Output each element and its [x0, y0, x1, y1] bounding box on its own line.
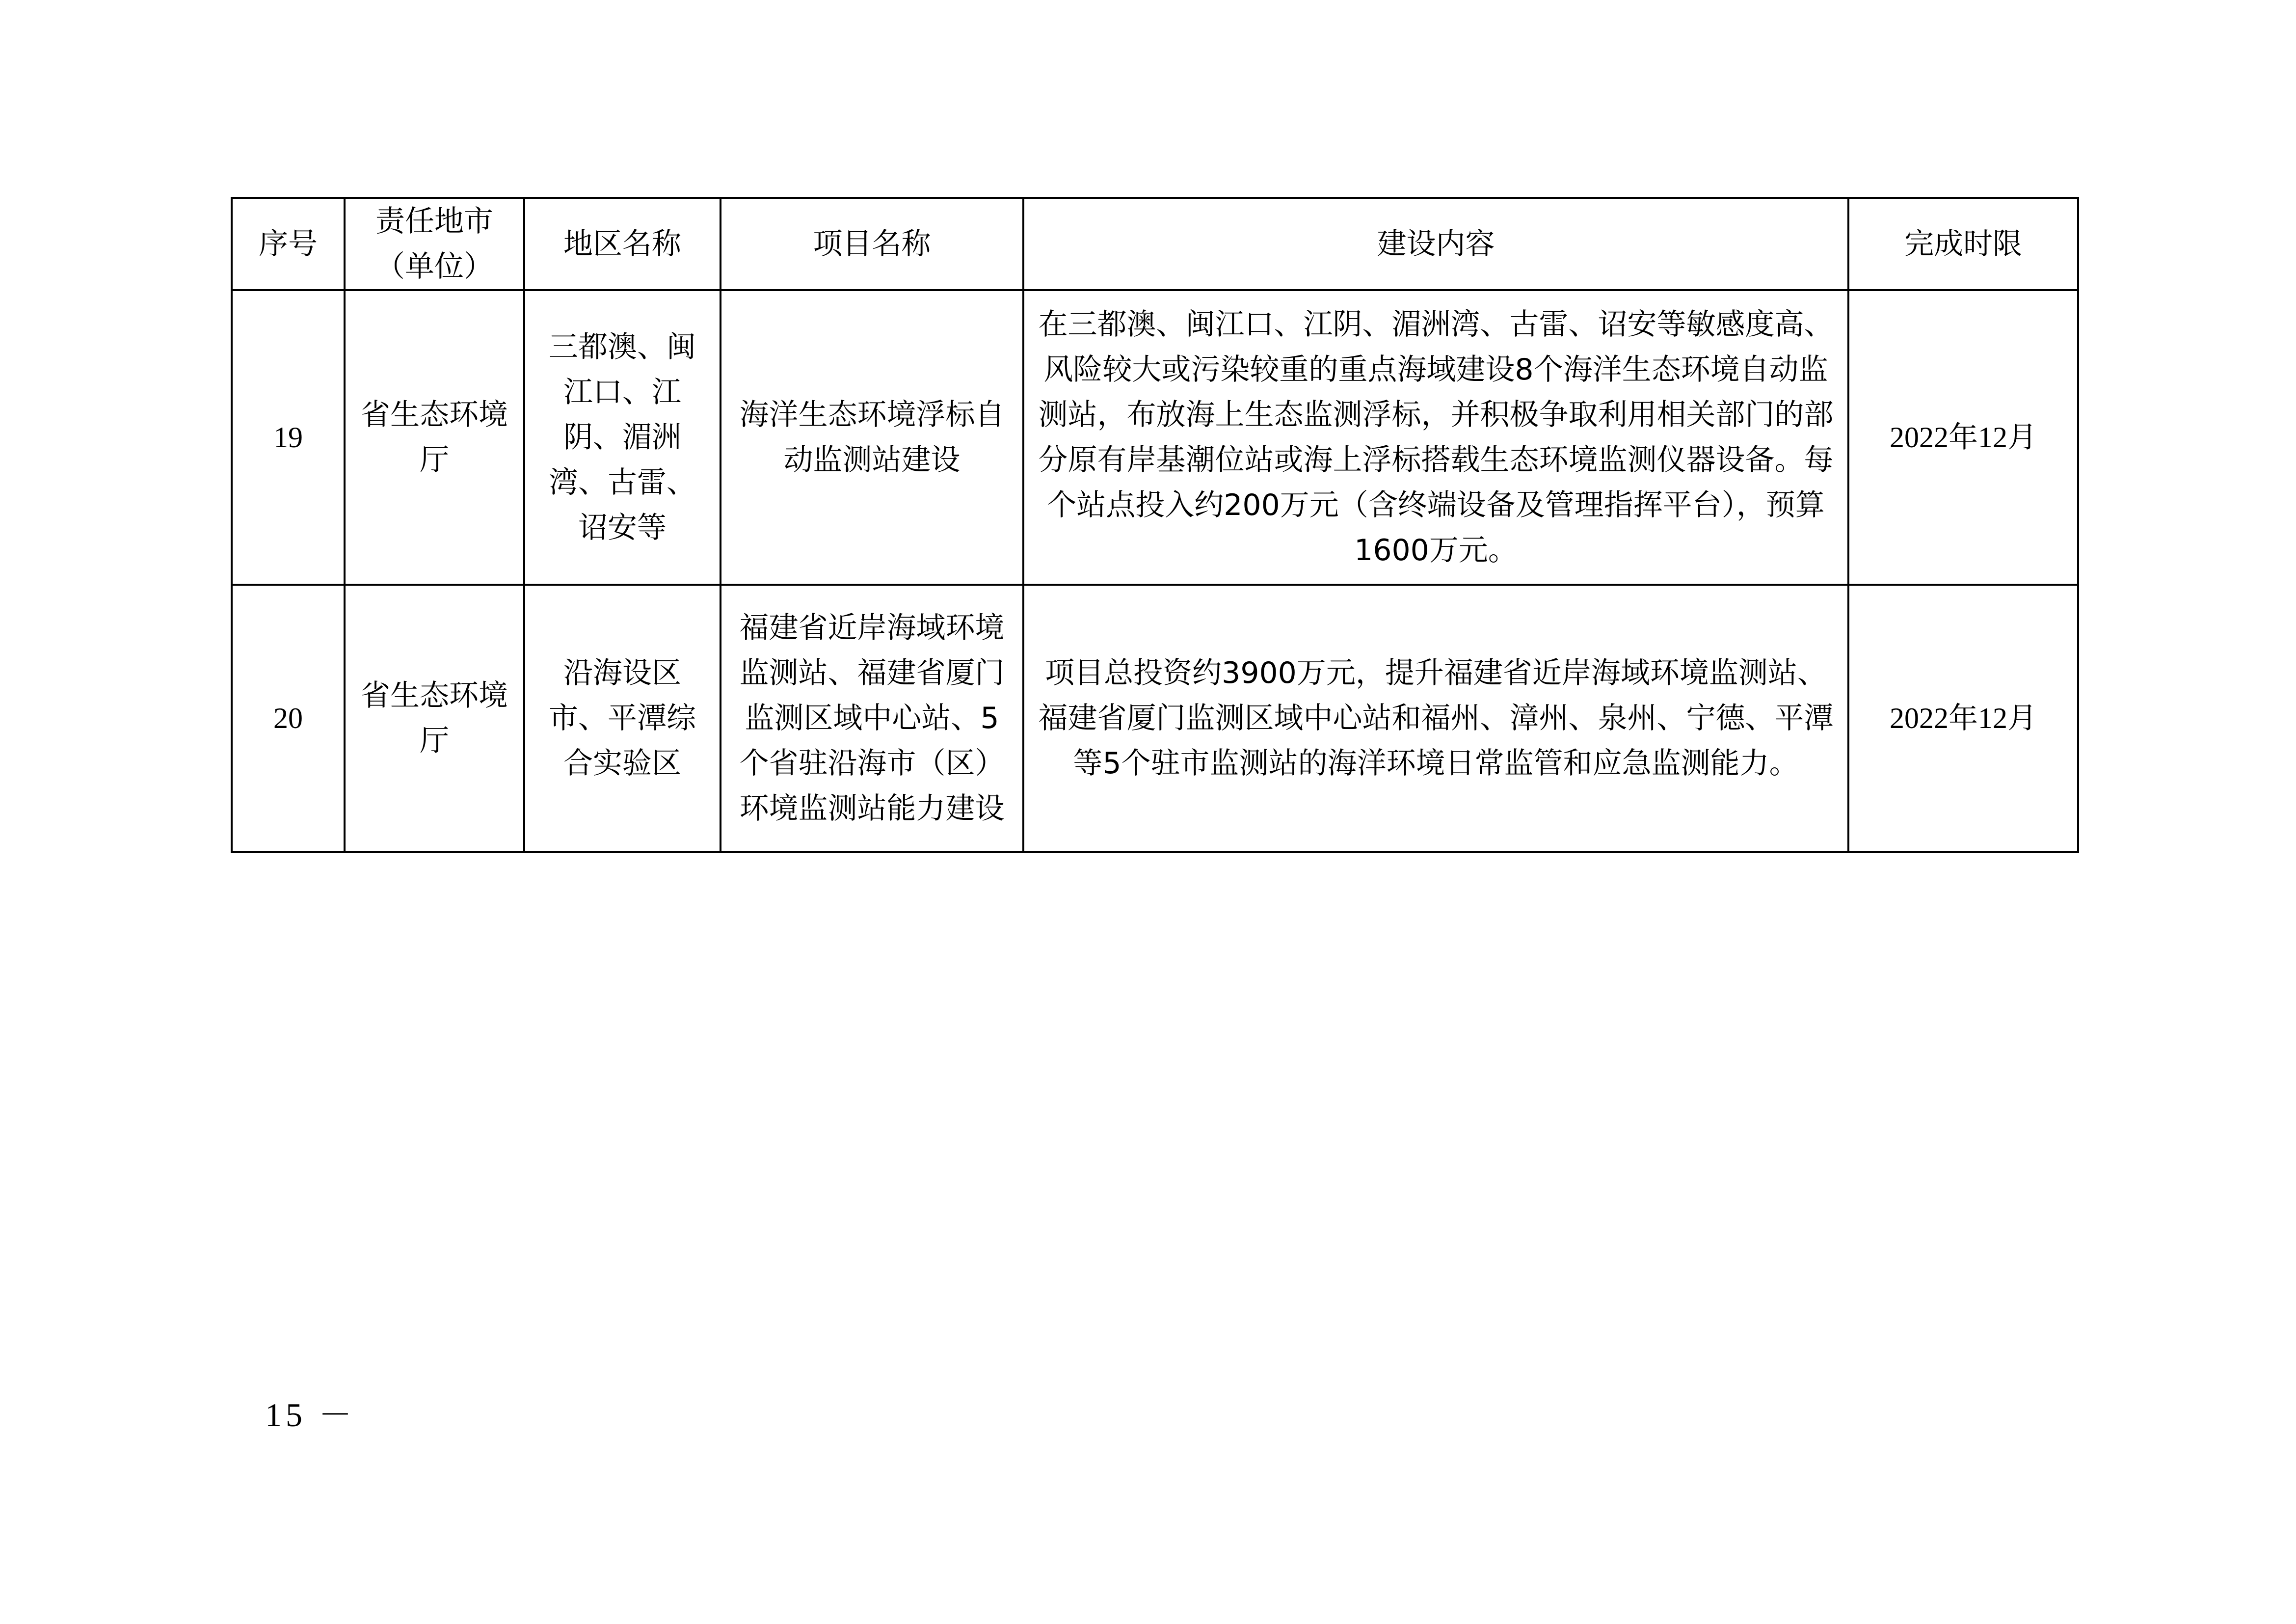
cell-unit: 省生态环境厅 — [345, 585, 524, 852]
header-index: 序号 — [232, 198, 345, 290]
page-number: 15 － — [265, 1396, 356, 1434]
cell-project: 福建省近岸海域环境监测站、福建省厦门监测区域中心站、5个省驻沿海市（区）环境监测站能力建设 — [721, 585, 1023, 852]
cell-index: 20 — [232, 585, 345, 852]
table-row — [232, 290, 2078, 585]
cell-deadline: 2022年12月 — [1848, 585, 2078, 852]
header-deadline: 完成时限 — [1848, 198, 2078, 290]
header-content: 建设内容 — [1023, 198, 1848, 290]
cell-content: 在三都澳、闽江口、江阴、湄洲湾、古雷、诏安等敏感度高、风险较大或污染较重的重点海域建设8个海洋生态环境自动监测站，布放海上生态监测浮标，并积极争取利用相关部门的部分原有岸基潮位站或海上浮标搭载生态环境监测仪器设备。每个站点投入约200万元（含终端设备及管理指挥平台），预算1600万元。 — [1023, 290, 1848, 585]
cell-index: 19 — [232, 290, 345, 585]
cell-unit: 省生态环境厅 — [345, 290, 524, 585]
cell-project: 海洋生态环境浮标自动监测站建设 — [721, 290, 1023, 585]
cell-deadline: 2022年12月 — [1848, 290, 2078, 585]
table-row — [232, 585, 2078, 852]
cell-region: 三都澳、闽江口、江阴、湄洲湾、古雷、诏安等 — [524, 290, 721, 585]
cell-region: 沿海设区市、平潭综合实验区 — [524, 585, 721, 852]
header-unit: 责任地市（单位） — [345, 198, 524, 290]
project-table — [231, 197, 2079, 853]
cell-content: 项目总投资约3900万元，提升福建省近岸海域环境监测站、福建省厦门监测区域中心站和福州、漳州、泉州、宁德、平潭等5个驻市监测站的海洋环境日常监管和应急监测能力。 — [1023, 585, 1848, 852]
header-region: 地区名称 — [524, 198, 721, 290]
header-project: 项目名称 — [721, 198, 1023, 290]
table-header-row — [232, 198, 2078, 290]
